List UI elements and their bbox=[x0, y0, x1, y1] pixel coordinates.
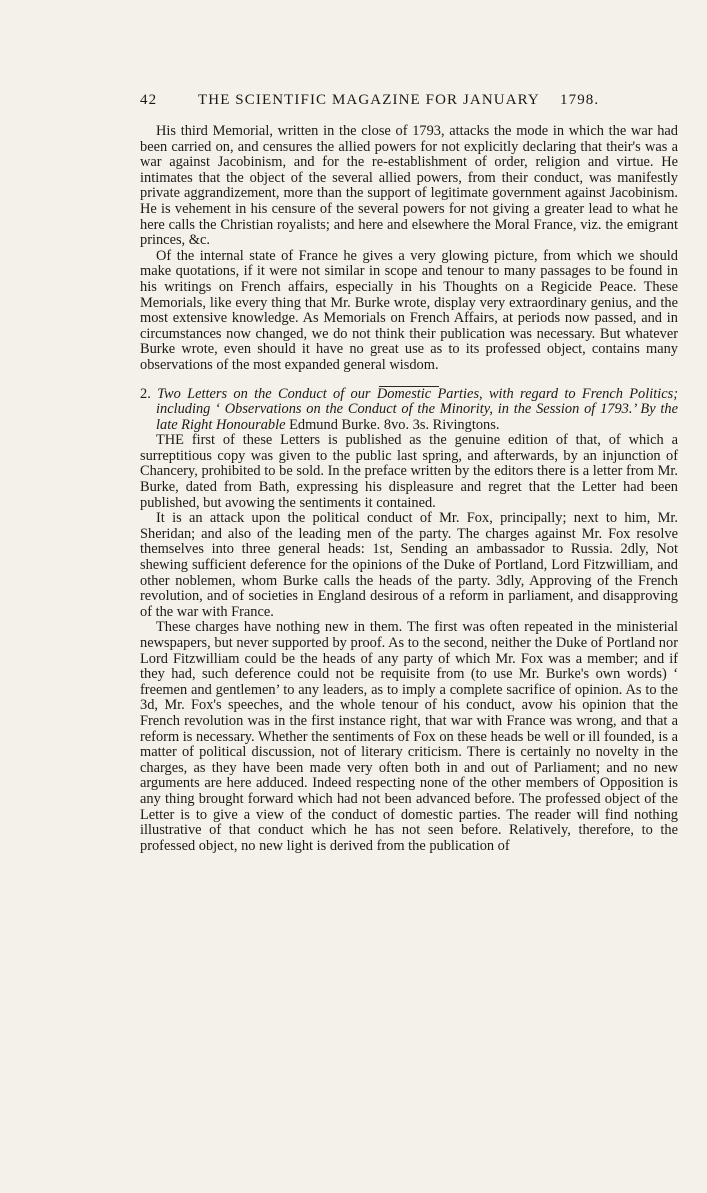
review2-paragraph-3: These charges have nothing new in them. The first was often repeated in the ministerial newspapers, but never supported by proof. As to the second, neither the Duke of Portland nor Lord Fitzwilliam could be the heads of any party of which Mr. Fox was a member; and if they had, such deference could not be requisite from (to use Mr. Burke's own words) ‘ freemen and gentlemen’ to any leaders, as to imply a complete sacrifice of opinion. As to the 3d, Mr. Fox's speeches, and the whole tenour of his conduct, avow his opinion that the French revolution was in the first instance right, that war with France was wrong, and that a reform is necessary. Whether the sentiments of Fox on these heads be well or ill founded, is a matter of political discussion, not of literary criticism. There is certainly no novelty in the charges, as they have been made very often both in and out of Parliament; and no new arguments are here adduced. Indeed respecting none of the other members of Opposition is any thing brought forward which had not been advanced before. The professed object of the Letter is to give a view of the conduct of domestic parties. The reader will find nothing illustrative of that conduct which he has not seen before. Relatively, therefore, to the professed object, no new light is derived from the publication of bbox=[140, 619, 678, 854]
review2-heading bbox=[140, 387, 678, 434]
running-year: 1798. bbox=[560, 92, 600, 108]
review2-publication: 8vo. 3s. Rivingtons. bbox=[383, 416, 500, 433]
review2-author: Edmund Burke. bbox=[289, 416, 381, 433]
running-title: THE SCIENTIFIC MAGAZINE FOR JANUARY bbox=[198, 92, 540, 108]
review1-paragraph-2: Of the internal state of France he gives a very glowing picture, from which we should make quotations, if it were not similar in scope and tenour to many passages to be found in his writings on French affairs, especially in his Thoughts on a Regicide Peace. These Memorials, like every thing that Mr. Burke wrote, display very extraordinary genius, and the most extensive knowledge. As Memorials on French Affairs, at periods now passed, and in circumstances now changed, we do not think their publication was necessary. But whatever Burke wrote, even should it have no great use as to its professed object, contains many observations of the most expanded general wisdom. bbox=[140, 247, 678, 373]
review2-paragraph-1: THE first of these Letters is published as the genuine edition of that, of which a surreptitious copy was given to the public last spring, and afterwards, by an injunction of Chancery, prohibited to be sold. In the preface written by the editors there is a letter from Mr. Burke, dated from Bath, expressing his displeasure and regret that the Letter had been published, but avowing the sentiments it contained. bbox=[140, 432, 678, 511]
review2-paragraph-2: It is an attack upon the political conduct of Mr. Fox, principally; next to him, Mr. Sheridan; and also of the leading men of the party. The charges against Mr. Fox resolve themselves into three general heads: 1st, Sending an ambassador to Russia. 2dly, Not shewing sufficient deference for the opinions of the Duke of Portland, Lord Fitzwilliam, and other noblemen, whom Burke calls the heads of the party. 3dly, Approving of the French revolution, and of societies in England desirous of a reform in parliament, and disapproving of the war with France. bbox=[140, 510, 678, 620]
page-number: 42 bbox=[140, 92, 158, 108]
review1-paragraph-1: His third Memorial, written in the close of 1793, attacks the mode in which the war had been carried on, and censures the allied powers for not explicitly declaring that their's was a war against Jacobinism, and for the re-establishment of order, religion and virtue. He intimates that the object of the several allied powers, from their conduct, was manifestly private aggrandizement, more than the support of legitimate government against Jacobinism. He is vehement in his censure of the several powers for not giving a greater lead to what he here calls the Christian royalists; and here and elsewhere the Moral France, viz. the emigrant princes, &c. bbox=[140, 123, 678, 249]
review2-title: Two Letters on the Conduct of our Domestic Parties, with regard to French Politics; including ‘ Observations on the Conduct of the Minority, in the Session of 1793.’ By the late Right Honourable bbox=[156, 385, 679, 433]
article-body bbox=[140, 124, 678, 854]
review2-number: 2. bbox=[140, 385, 151, 402]
